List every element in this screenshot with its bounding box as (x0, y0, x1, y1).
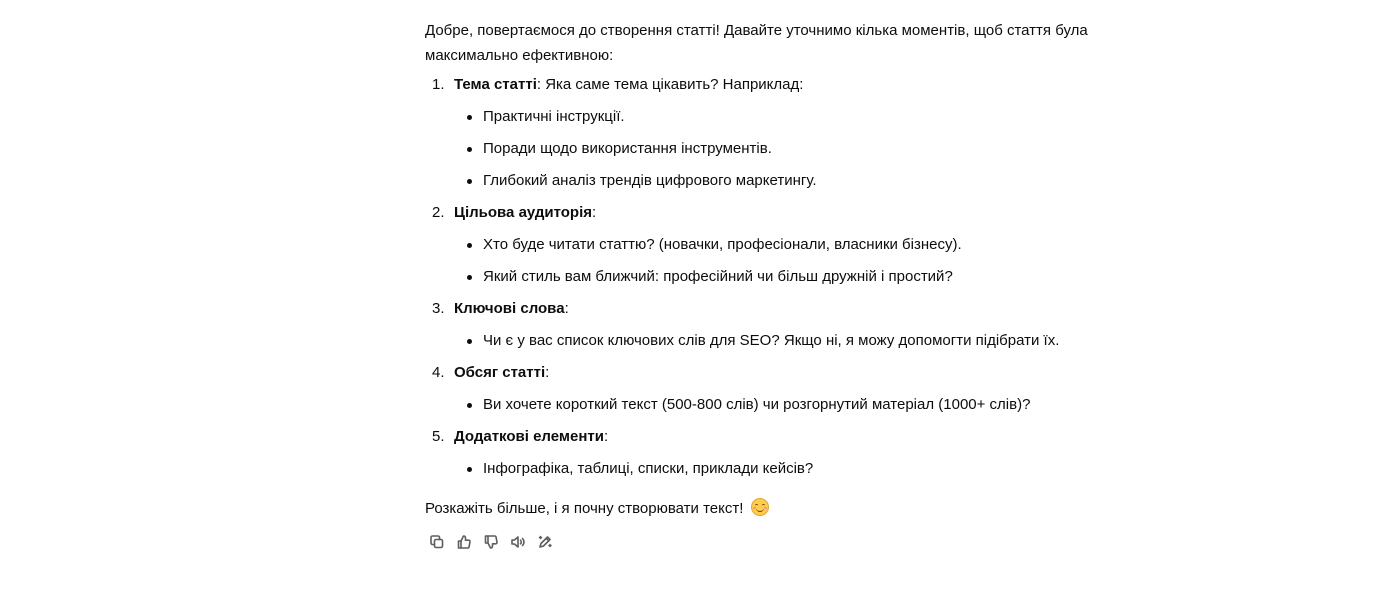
sub-item: Поради щодо використання інструментів. (483, 139, 1105, 159)
item-text: : (603, 428, 609, 445)
item-text: : (564, 300, 569, 317)
thumbs-down-icon (483, 534, 499, 550)
edit-button[interactable] (534, 531, 555, 552)
item-text: : (592, 204, 597, 221)
smiling-face-emoji (751, 498, 769, 516)
thumbs-up-button[interactable] (453, 531, 474, 552)
question-item (432, 299, 1105, 351)
question-list (425, 75, 1105, 479)
pencil-sparkle-icon (537, 534, 553, 550)
item-text: : Яка саме тема цікавить? Наприклад: (536, 76, 804, 93)
item-title: Обсяг статті (454, 364, 546, 381)
item-number: 4. (432, 364, 445, 381)
sub-item: Хто буде читати статтю? (новачки, професіонали, власники бізнесу). (483, 235, 1105, 255)
question-item (432, 203, 1105, 287)
item-title: Тема статті (454, 76, 537, 93)
sub-list (454, 331, 1105, 351)
assistant-message (425, 18, 1105, 552)
speaker-icon (510, 534, 526, 550)
sub-list (454, 459, 1105, 479)
question-item (432, 427, 1105, 479)
read-aloud-button[interactable] (507, 531, 528, 552)
sub-list (454, 395, 1105, 415)
copy-icon (429, 534, 445, 550)
thumbs-down-button[interactable] (480, 531, 501, 552)
item-title: Цільова аудиторія (454, 204, 593, 221)
question-item (432, 75, 1105, 191)
message-actions (426, 531, 1105, 552)
sub-item: Який стиль вам ближчий: професійний чи більш дружній і простий? (483, 267, 1105, 287)
thumbs-up-icon (456, 534, 472, 550)
item-title: Додаткові елементи (454, 428, 604, 445)
message-outro (425, 497, 1105, 521)
sub-list (454, 107, 1105, 191)
sub-item: Ви хочете короткий текст (500-800 слів) чи розгорнутий матеріал (1000+ слів)? (483, 395, 1105, 415)
item-text: : (545, 364, 550, 381)
item-title: Ключові слова (454, 300, 565, 317)
item-number: 1. (432, 76, 445, 93)
sub-item: Глибокий аналіз трендів цифрового маркетингу. (483, 171, 1105, 191)
sub-item: Практичні інструкції. (483, 107, 1105, 127)
sub-list (454, 235, 1105, 287)
copy-button[interactable] (426, 531, 447, 552)
outro-text: Розкажіть більше, і я почну створювати текст! (425, 500, 744, 517)
message-intro: Добре, повертаємося до створення статті! Давайте уточнимо кілька моментів, щоб стаття була максимально ефективною: (425, 22, 1088, 64)
sub-item: Чи є у вас список ключових слів для SEO? Якщо ні, я можу допомогти підібрати їх. (483, 331, 1105, 351)
question-item (432, 363, 1105, 415)
item-number: 3. (432, 300, 445, 317)
item-number: 2. (432, 204, 445, 221)
item-number: 5. (432, 428, 445, 445)
sub-item: Інфографіка, таблиці, списки, приклади кейсів? (483, 459, 1105, 479)
